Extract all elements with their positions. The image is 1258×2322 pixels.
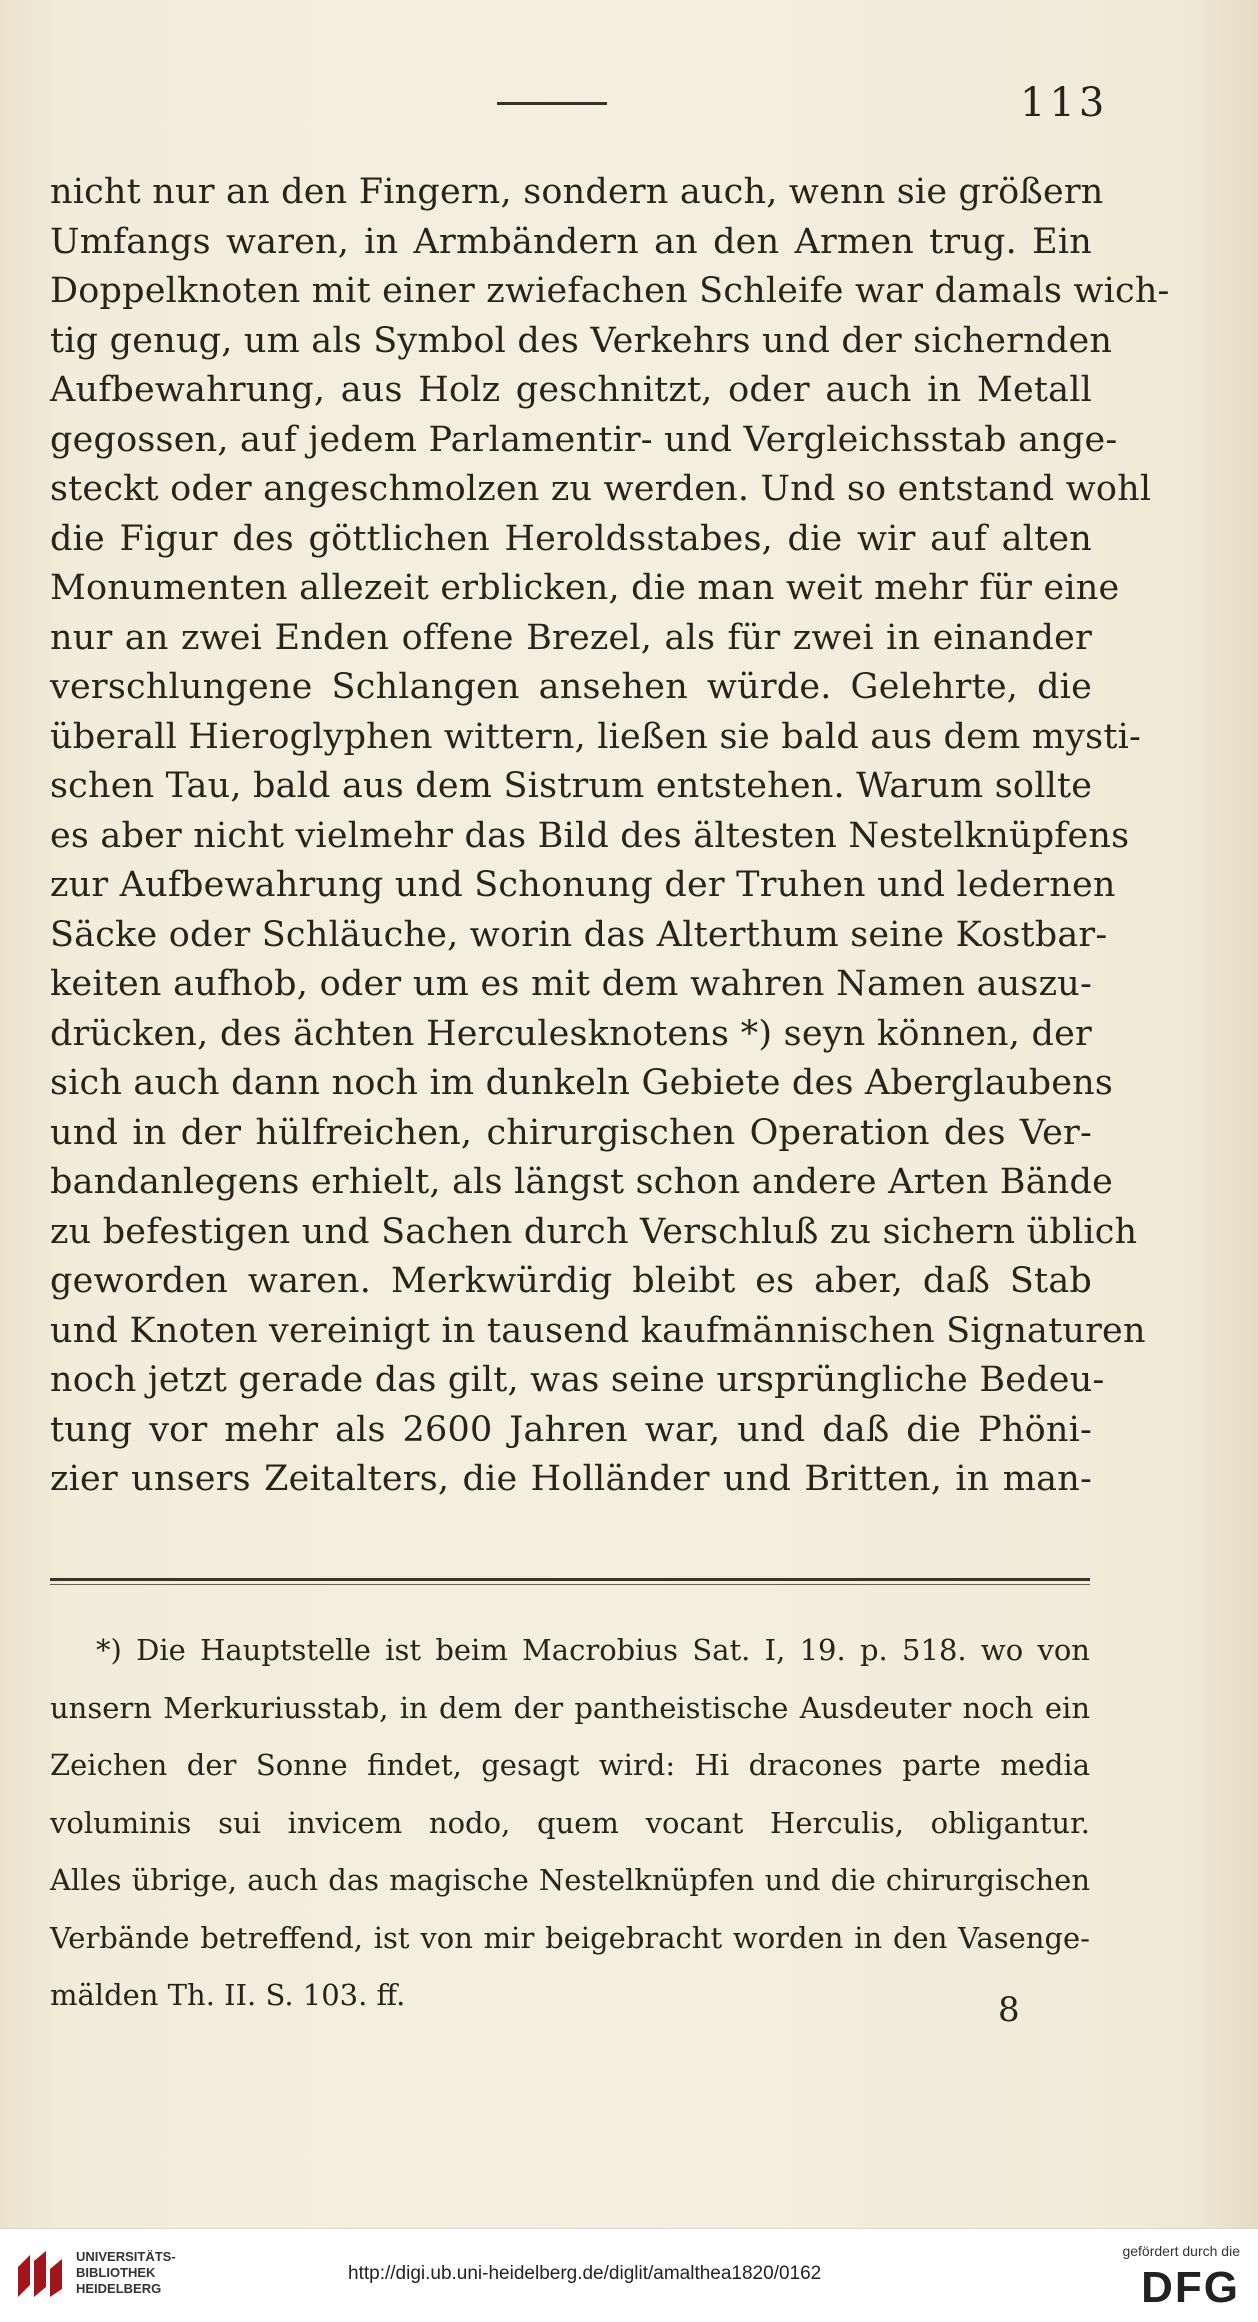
footnote-line: unsern Merkuriusstab, in dem der pantheistische Ausdeuter noch ein <box>50 1690 1090 1725</box>
library-name-line: HEIDELBERG <box>76 2281 162 2296</box>
body-line: Umfangs waren, in Armbändern an den Armen trug. Ein <box>50 221 1092 262</box>
body-line: Aufbewahrung, aus Holz geschnitzt, oder auch in Metall <box>50 370 1092 410</box>
body-line: bandanlegens erhielt, als längst schon andere Arten Bände <box>50 1162 1114 1202</box>
body-line: steckt oder angeschmolzen zu werden. Und so entstand wohl <box>50 469 1152 509</box>
body-line: geworden waren. Merkwürdig bleibt es aber, daß Stab <box>50 1261 1092 1301</box>
body-line: noch jetzt gerade das gilt, was seine ursprüngliche Bedeu- <box>50 1360 1105 1400</box>
body-line: schen Tau, bald aus dem Sistrum entstehen. Warum sollte <box>50 766 1093 806</box>
page-number: 113 <box>1020 80 1109 126</box>
body-text <box>50 168 1170 1505</box>
funded-by-label: gefördert durch die <box>1122 2243 1240 2259</box>
signature-mark: 8 <box>998 1990 1020 2030</box>
body-line: es aber nicht vielmehr das Bild des ältesten Nestelknüpfens <box>50 815 1130 856</box>
footnote <box>50 1622 1090 2025</box>
body-line: drücken, des ächten Herculesknotens *) seyn können, der <box>50 1013 1092 1054</box>
body-line: und in der hülfreichen, chirurgischen Operation des Ver- <box>50 1112 1092 1153</box>
permalink-url[interactable]: http://digi.ub.uni-heidelberg.de/diglit/amalthea1820/0162 <box>348 2263 822 2284</box>
library-name-line: BIBLIOTHEK <box>76 2265 156 2280</box>
university-library-logo-icon <box>12 2247 68 2303</box>
footnote-line: voluminis sui invicem nodo, quem vocant Herculis, obligantur. <box>50 1805 1090 1840</box>
viewer-footer <box>0 2228 1258 2322</box>
body-line: keiten aufhob, oder um es mit dem wahren Namen auszu- <box>50 964 1092 1004</box>
body-line: zur Aufbewahrung und Schonung der Truhen und ledernen <box>50 865 1116 905</box>
footnote-line: Zeichen der Sonne findet, gesagt wird: Hi dracones parte media <box>50 1748 1090 1782</box>
header-rule <box>497 102 607 105</box>
body-line: gegossen, auf jedem Parlamentir- und Vergleichsstab ange- <box>50 419 1118 460</box>
body-line: zier unsers Zeitalters, die Holländer und Britten, in man- <box>50 1459 1092 1499</box>
footnote-line: Verbände betreffend, ist von mir beigebracht worden in den Vasenge- <box>50 1920 1090 1955</box>
body-line: Doppelknoten mit einer zwiefachen Schleife war damals wich- <box>50 271 1170 311</box>
body-line: Säcke oder Schläuche, worin das Alterthum seine Kostbar- <box>50 914 1108 955</box>
body-line: verschlungene Schlangen ansehen würde. Gelehrte, die <box>50 667 1092 707</box>
body-line: nur an zwei Enden offene Brezel, als für zwei in einander <box>50 617 1092 658</box>
body-line: nicht nur an den Fingern, sondern auch, wenn sie größern <box>50 172 1104 212</box>
library-name <box>76 2249 176 2297</box>
footnote-rule <box>50 1578 1090 1581</box>
body-line: tig genug, um als Symbol des Verkehrs und der sichernden <box>50 320 1113 361</box>
body-line: und Knoten vereinigt in tausend kaufmännischen Signaturen <box>50 1310 1146 1351</box>
body-line: zu befestigen und Sachen durch Verschluß zu sichern üblich <box>50 1211 1138 1252</box>
body-line: die Figur des göttlichen Heroldsstabes, die wir auf alten <box>50 518 1092 559</box>
footnote-line: mälden Th. II. S. 103. ff. <box>50 1978 406 2012</box>
library-name-line: UNIVERSITÄTS- <box>76 2249 176 2264</box>
body-line: sich auch dann noch im dunkeln Gebiete des Aberglaubens <box>50 1063 1114 1103</box>
footnote-line: *) Die Hauptstelle ist beim Macrobius Sat. I, 19. p. 518. wo von <box>96 1633 1090 1667</box>
footnote-rule-thin <box>50 1584 1090 1585</box>
body-line: Monumenten allezeit erblicken, die man weit mehr für eine <box>50 568 1120 608</box>
dfg-logo: DFG <box>1141 2263 1240 2312</box>
footnote-line: Alles übrige, auch das magische Nestelknüpfen und die chirurgischen <box>50 1863 1090 1897</box>
body-line: überall Hieroglyphen wittern, ließen sie bald aus dem mysti- <box>50 716 1142 757</box>
body-line: tung vor mehr als 2600 Jahren war, und daß die Phöni- <box>50 1409 1092 1450</box>
